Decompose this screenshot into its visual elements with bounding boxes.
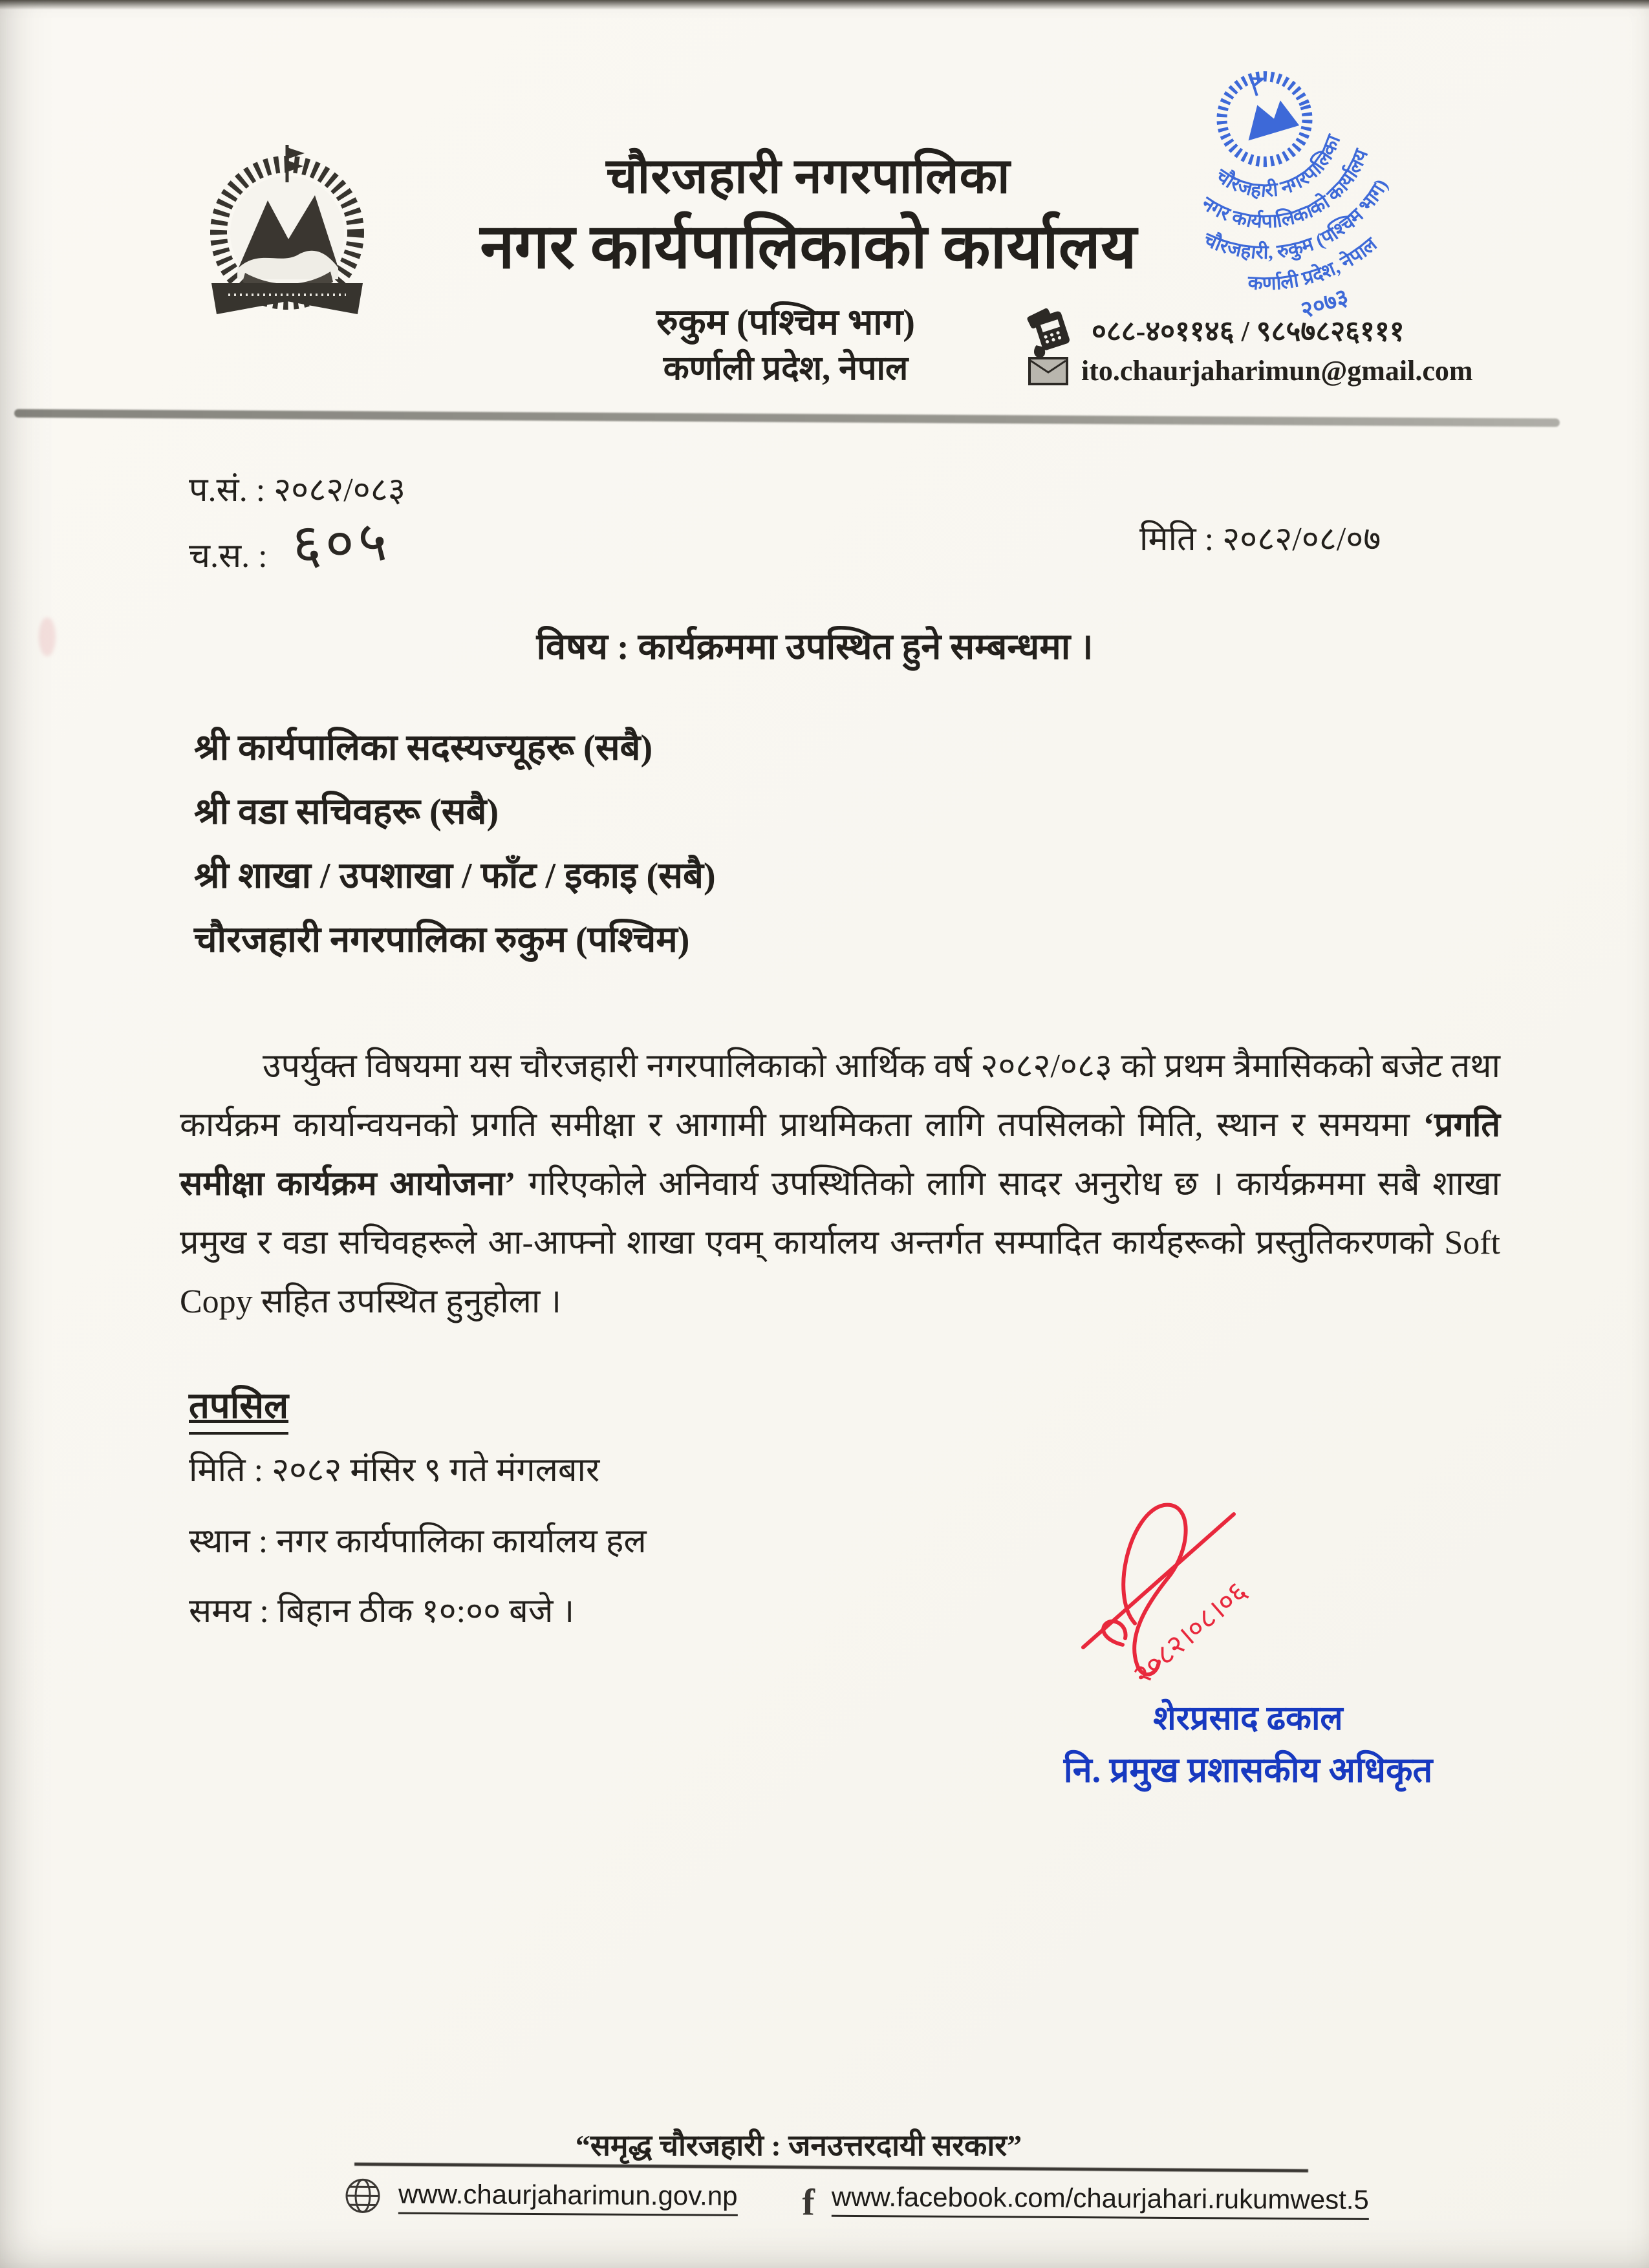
- addressee-item: श्री कार्यपालिका सदस्यज्यूहरू (सबै): [194, 728, 653, 768]
- municipality-name: चौरजहारी नगरपालिका: [606, 149, 1011, 204]
- office-name: नगर कार्यपालिकाको कार्यालय: [480, 212, 1137, 281]
- ref-label: प.सं. :: [189, 472, 266, 509]
- letter-date-row: [1139, 515, 1381, 561]
- body-text-2: गरिएकोले अनिवार्य उपस्थितिको लागि सादर अनुरोध छ । कार्यक्रममा सबै शाखा प्रमुख र वडा सचिवहरूले आ-आफ्नो शाखा एवम् कार्यालय अन्तर्गत सम्पादित कार्यहरूको प्रस्तुतिकरणको: [180, 1166, 1500, 1261]
- district-line: रुकुम (पश्चिम भाग): [656, 303, 915, 343]
- email-address[interactable]: ito.chaurjaharimun@gmail.com: [1081, 355, 1473, 387]
- signatory-title: नि. प्रमुख प्रशासकीय अधिकृत: [1063, 1751, 1433, 1790]
- globe-icon: [344, 2177, 382, 2214]
- footer-links-row: [344, 2177, 1369, 2221]
- serial-handwritten-value: ६०५: [291, 509, 393, 577]
- header-divider: [14, 409, 1560, 427]
- body-highlight: ‘प्रगति समीक्षा कार्यक्रम आयोजना’: [180, 1107, 1500, 1203]
- facebook-link[interactable]: www.facebook.com/chaurjahari.rukumwest.5: [832, 2181, 1369, 2220]
- body-text-1: उपर्युक्त विषयमा यस चौरजहारी नगरपालिकाको आर्थिक वर्ष २०८२/०८३ को प्रथम त्रैमासिकको बजेट तथा कार्यक्रम कार्यान्वयनको प्रगति समीक्षा र आगामी प्राथमिकता लागि तपसिलको मिति, स्थान र समयमा: [180, 1048, 1500, 1144]
- schedule-heading: तपसिल: [189, 1380, 288, 1435]
- signatory-name: शेरप्रसाद ढकाल: [1153, 1700, 1343, 1737]
- website-link[interactable]: www.chaurjaharimun.gov.np: [398, 2178, 738, 2216]
- telephone-icon: [1023, 303, 1079, 357]
- addressee-item: श्री शाखा / उपशाखा / फाँट / इकाइ (सबै): [194, 856, 716, 896]
- stamp-arc2-text: नगर कार्यपालिकाको कार्यालय: [1198, 146, 1373, 233]
- facebook-icon: f: [802, 2181, 815, 2223]
- scan-smudge: [39, 617, 56, 656]
- signature-scribble: [1061, 1491, 1371, 1714]
- province-line: कर्णाली प्रदेश, नेपाल: [663, 350, 909, 387]
- email-row: [1028, 354, 1473, 387]
- signature-date-handwritten: २०८२।०८।०६: [1126, 1575, 1253, 1691]
- stamp-arc1-text: चौरजहारी नगरपालिका: [1212, 132, 1345, 202]
- email-envelope-icon: [1028, 357, 1068, 385]
- addressee-item: श्री वडा सचिवहरू (सबै): [194, 792, 499, 832]
- stamp-year-text: २०७३: [1297, 283, 1352, 324]
- phone-row: [1023, 303, 1405, 357]
- serial-label: च.स. :: [189, 538, 268, 575]
- body-latin: Soft Copy: [180, 1225, 1500, 1320]
- subject-line: विषय : कार्यक्रममा उपस्थित हुने सम्बन्धमा ।: [536, 627, 1094, 667]
- footer-slogan: “समृद्ध चौरजहारी : जनउत्तरदायी सरकार”: [575, 2129, 1022, 2162]
- schedule-time: समय : बिहान ठीक १०:०० बजे ।: [189, 1593, 575, 1630]
- addressee-item: चौरजहारी नगरपालिका रुकुम (पश्चिम): [194, 920, 690, 960]
- date-label: मिति :: [1139, 521, 1214, 558]
- body-text-3: सहित उपस्थित हुनुहोला ।: [252, 1283, 562, 1320]
- scan-edge-artifact: [0, 0, 1649, 10]
- serial-row: [189, 531, 268, 577]
- body-paragraph: [180, 1037, 1500, 1331]
- schedule-date: मिति : २०८२ मंसिर ९ गते मंगलबार: [189, 1452, 600, 1489]
- ref-value: २०८२/०८३: [274, 472, 405, 509]
- stamp-arc4-text: कर्णाली प्रदेश, नेपाल: [1247, 233, 1381, 295]
- stamp-arc3-text: चौरजहारी, रुकुम (पश्चिम भाग): [1200, 175, 1393, 264]
- phone-number: ०८८-४०११४६ / ९८५७८२६१११: [1092, 316, 1405, 347]
- date-value: २०८२/०८/०७: [1222, 521, 1381, 558]
- municipality-emblem-icon: [183, 128, 391, 348]
- addressee-list: [194, 716, 716, 972]
- schedule-venue: स्थान : नगर कार्यपालिका कार्यालय हल: [189, 1523, 647, 1560]
